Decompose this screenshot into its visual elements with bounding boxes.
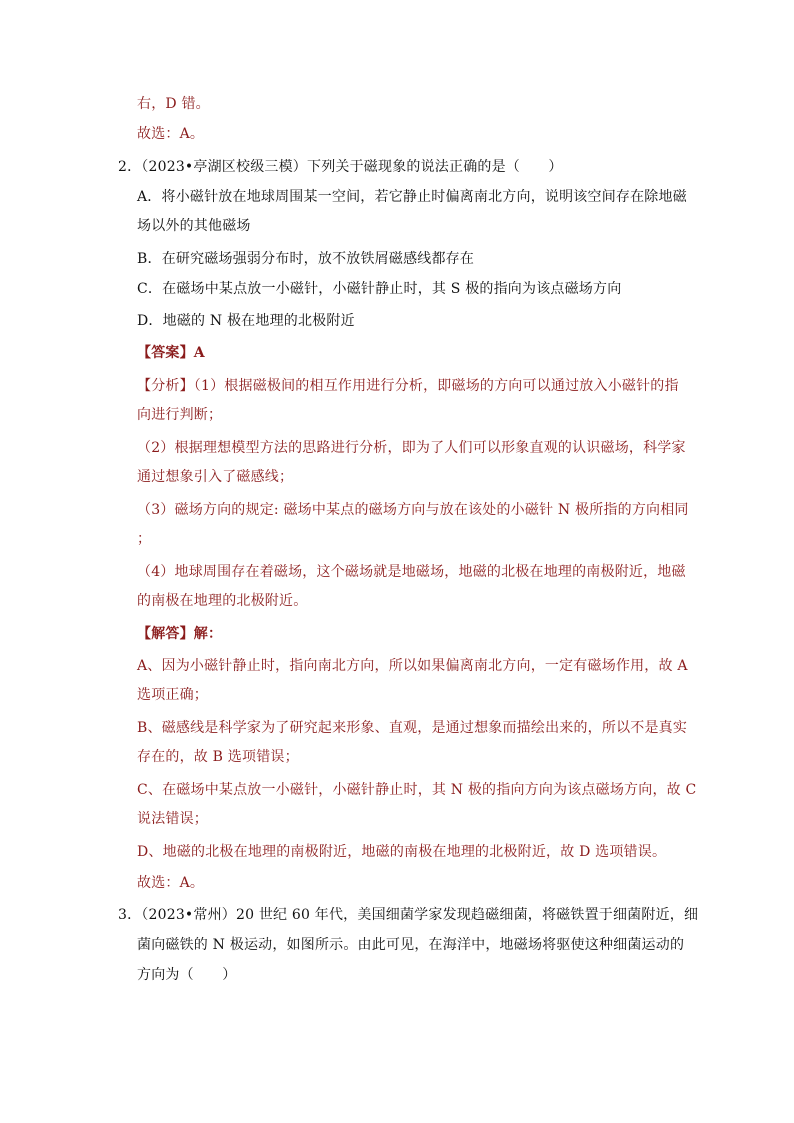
text-line: 的南极在地理的北极附近。 [137, 593, 308, 609]
text-line: 菌向磁铁的 N 极运动，如图所示。由此可见，在海洋中，地磁场将驱使这种细菌运动的 [137, 937, 685, 953]
text-line: 向进行判断； [137, 407, 223, 423]
text-line: B、磁感线是科学家为了研究起来形象、直观，是通过想象而描绘出来的，所以不是真实 [137, 720, 688, 736]
text-line: 场以外的其他磁场 [137, 218, 251, 234]
text-line: 2．（2023•亭湖区校级三模）下列关于磁现象的说法正确的是（ ） [118, 159, 563, 175]
text-line: ； [137, 531, 152, 547]
text-line: 右，D 错。 [137, 96, 210, 112]
text-line: A、因为小磁针静止时，指向南北方向，所以如果偏离南北方向，一定有磁场作用，故 A [137, 658, 688, 674]
text-line: D、地磁的北极在地理的南极附近，地磁的南极在地理的北极附近，故 D 选项错误。 [137, 844, 667, 860]
text-line: B．在研究磁场强弱分布时，放不放铁屑磁感线都存在 [137, 251, 475, 267]
text-line: C、在磁场中某点放一小磁针，小磁针静止时，其 N 极的指向方向为该点磁场方向，故 C [137, 782, 697, 798]
text-line: 方向为（ ） [137, 967, 237, 983]
text-line: （3）磁场方向的规定: 磁场中某点的磁场方向与放在该处的小磁针 N 极所指的方向相同 [137, 502, 689, 518]
text-line: 故选：A。 [137, 875, 205, 891]
text-line: 存在的，故 B 选项错误； [137, 749, 299, 765]
text-line: C．在磁场中某点放一小磁针，小磁针静止时，其 S 极的指向为该点磁场方向 [137, 281, 622, 297]
text-line: （2）根据理想模型方法的思路进行分析，即为了人们可以形象直观的认识磁场，科学家 [137, 440, 686, 456]
text-line: 【分析】（1）根据磁极间的相互作用进行分析，即磁场的方向可以通过放入小磁针的指 [137, 378, 679, 394]
text-line: 3．（2023•常州）20 世纪 60 年代，美国细菌学家发现趋磁细菌，将磁铁置于细菌附近，细 [118, 907, 699, 923]
text-line: A．将小磁针放在地球周围某一空间，若它静止时偏离南北方向，说明该空间存在除地磁 [137, 189, 687, 205]
text-line: 选项正确； [137, 687, 208, 703]
text-line: 【答案】A [137, 345, 205, 361]
text-line: 说法错误； [137, 811, 208, 827]
text-line: D．地磁的 N 极在地理的北极附近 [137, 313, 355, 329]
text-line: （4）地球周围存在着磁场，这个磁场就是地磁场，地磁的北极在地理的南极附近，地磁 [137, 564, 686, 580]
text-line: 【解答】解： [137, 626, 223, 642]
text-line: 通过想象引入了磁感线； [137, 469, 294, 485]
text-line: 故选：A。 [137, 126, 205, 142]
